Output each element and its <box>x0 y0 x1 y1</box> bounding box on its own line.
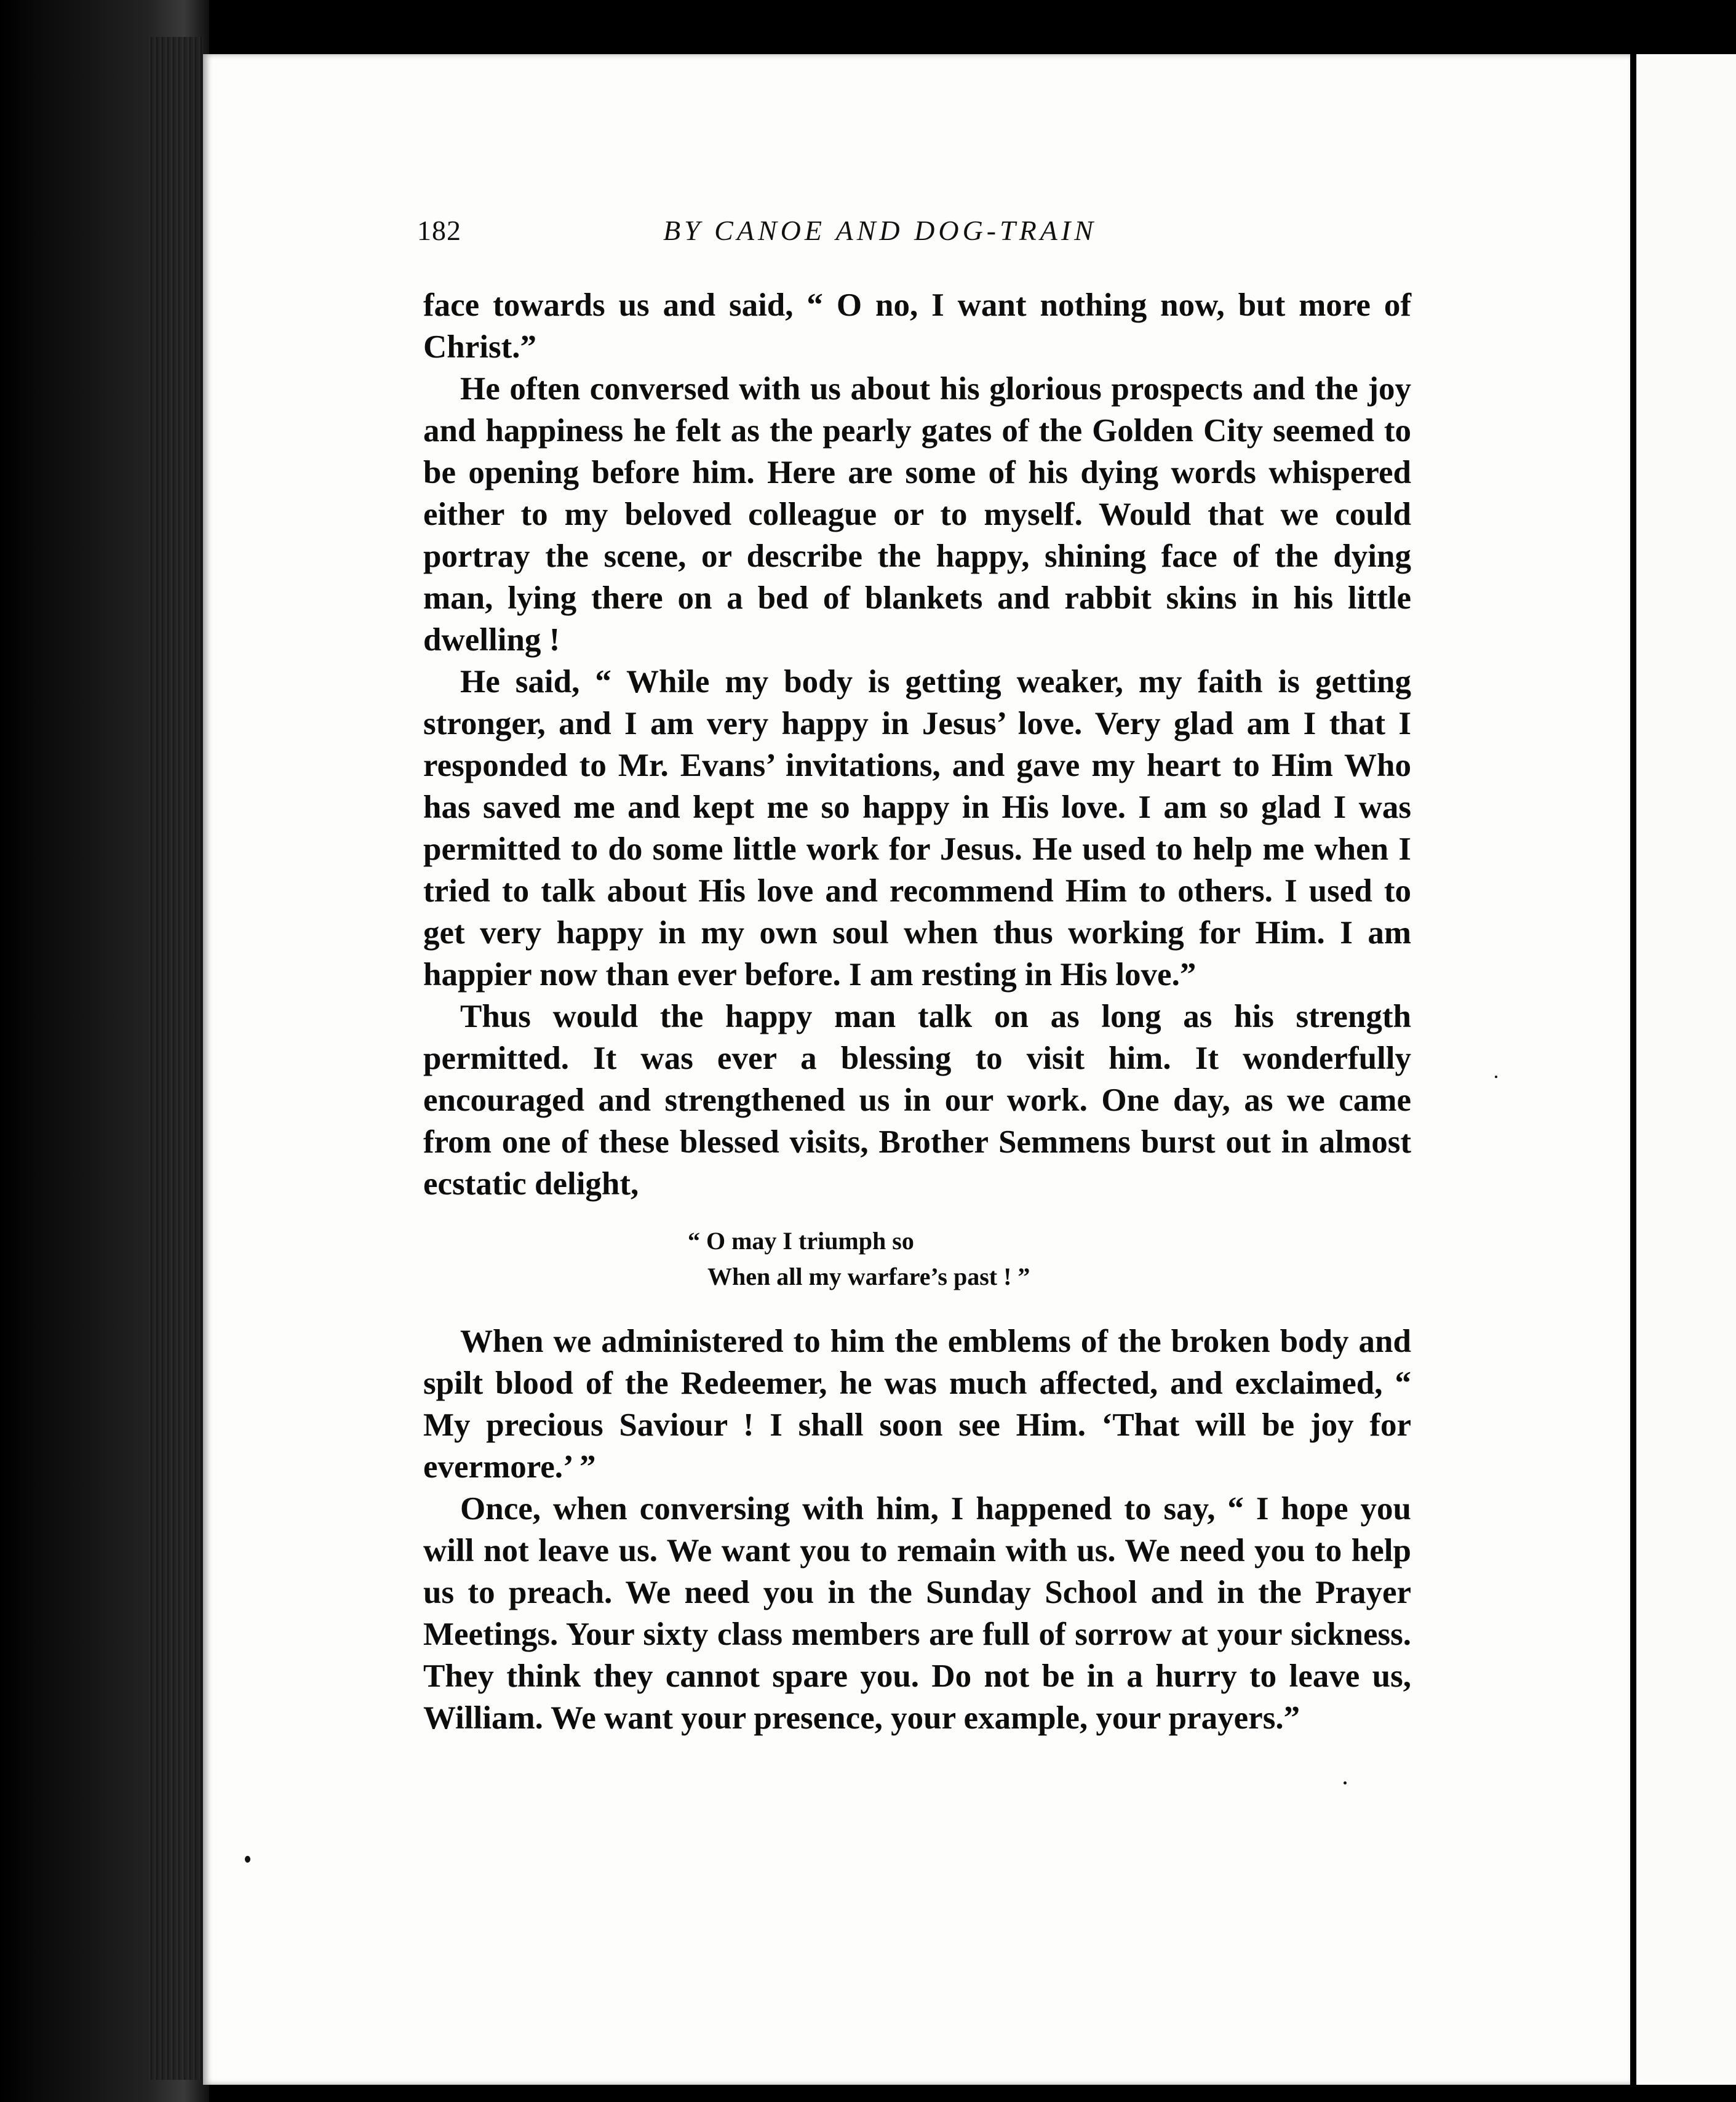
body-text <box>423 284 1411 1739</box>
scan-speck <box>1495 1076 1497 1078</box>
verse-line-2: When all my warfare’s past ! ” <box>707 1263 1030 1290</box>
paragraph-2: He often conversed with us about his glorious prospects and the joy and happiness he felt as the pearly gates of the Golden City seemed to be opening before him. Here are some of his dying words whispered either to my beloved colleague or to myself. Would that we could portray the scene, or describe the happy, shining face of the dying man, lying there on a bed of blankets and rabbit skins in his little dwelling ! <box>423 371 1411 658</box>
scan-speck <box>245 1856 250 1863</box>
paragraph-4: Thus would the happy man talk on as long as his strength permitted. It was ever a blessing to visit him. It wonderfully encouraged and strengthened us in our work. One day, as we came from one of these blessed visits, Brother Semmens burst out in almost ecstatic delight, <box>423 999 1411 1202</box>
scan-background-top <box>0 0 1736 55</box>
running-title: BY CANOE AND DOG-TRAIN <box>663 215 1097 246</box>
running-header <box>417 214 1161 257</box>
verse-quotation <box>423 1223 1411 1295</box>
paragraph-1: face towards us and said, “ O no, I want nothing now, but more of Christ.” <box>423 287 1411 365</box>
page-number: 182 <box>417 215 461 246</box>
paragraph-5: When we administered to him the emblems of the broken body and spilt blood of the Redeemer, he was much affected, and exclaimed, “ My precious Saviour ! I shall soon see Him. ‘That will be joy for evermore.’ ” <box>423 1324 1411 1485</box>
facing-page-edge <box>1633 54 1736 2085</box>
page-edges <box>148 37 203 2080</box>
paragraph-6: Once, when conversing with him, I happened to say, “ I hope you will not leave us. We want you to remain with us. We need you to help us to preach. We need you in the Sunday School and in the Prayer Meetings. Your sixty class members are full of sorrow at your sickness. They think they cannot spare you. Do not be in a hurry to leave us, William. We want your presence, your example, your prayers.” <box>423 1491 1411 1736</box>
book-spine-edge <box>0 0 209 2102</box>
verse-line-1: “ O may I triumph so <box>688 1227 914 1255</box>
paragraph-3: He said, “ While my body is getting weaker, my faith is getting stronger, and I am very happy in Jesus’ love. Very glad am I that I responded to Mr. Evans’ invitations, and gave my heart to Him Who has saved me and kept me so happy in His love. I am so glad I was permitted to do some little work for Jesus. He used to help me when I tried to talk about His love and recommend Him to others. I used to get very happy in my own soul when thus working for Him. I am happier now than ever before. I am resting in His love.” <box>423 664 1411 993</box>
scan-speck <box>1344 1781 1347 1784</box>
